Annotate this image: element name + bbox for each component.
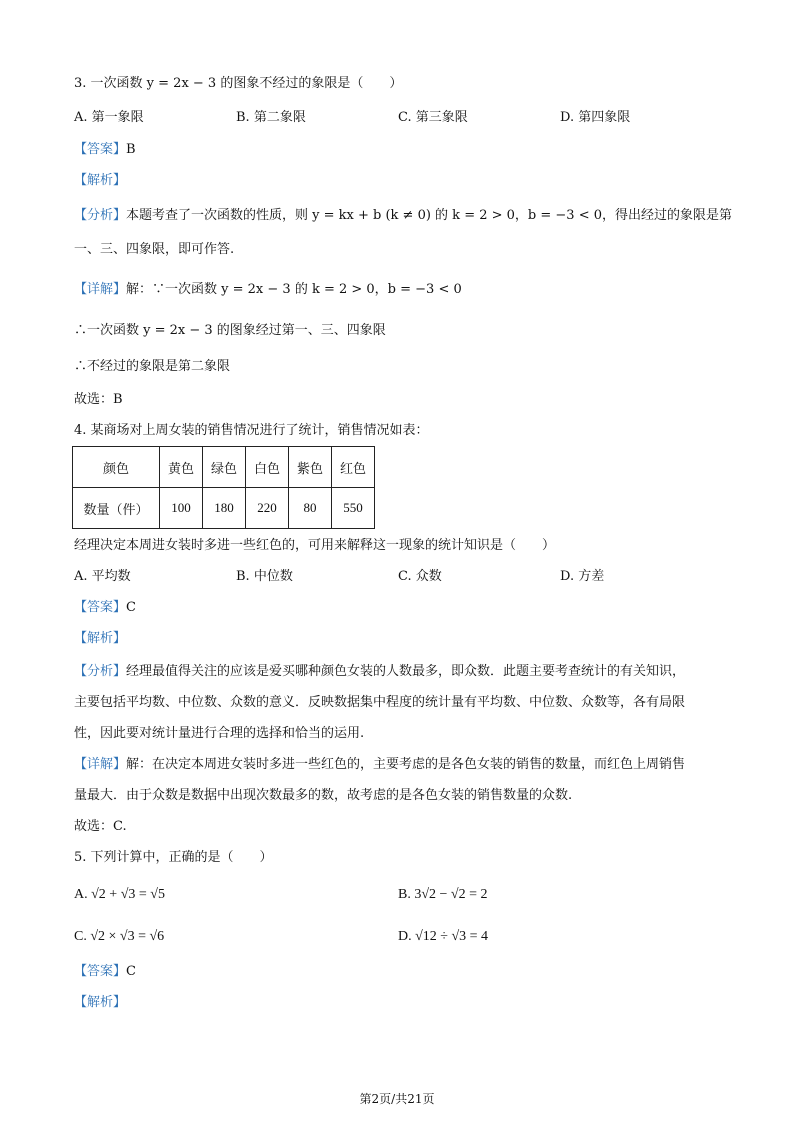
q4-fenxi-line-2: 主要包括平均数、中位数、众数的意义．反映数据集中程度的统计量有平均数、中位数、众数等，各有局限 <box>74 695 686 710</box>
q4-fenxi-line-3: 性，因此要对统计量进行合理的选择和恰当的运用. <box>74 726 365 741</box>
q5-analysis-tag: 【解析】 <box>74 995 127 1010</box>
table-cell: 550 <box>332 488 375 529</box>
q4-option-a: A. 平均数 <box>74 569 131 584</box>
q3-choice: 故选：B <box>74 392 123 407</box>
q3-stem: 3. 一次函数 y = 2x − 3 的图象不经过的象限是（ ） <box>74 76 403 91</box>
q4-option-b: B. 中位数 <box>236 569 293 584</box>
answer-tag: 【答案】 <box>74 964 127 979</box>
table-cell: 80 <box>289 488 332 529</box>
q3-option-b: B. 第二象限 <box>236 110 306 125</box>
answer-tag: 【答案】 <box>74 600 127 615</box>
fenxi-text: 本题考查了一次函数的性质，则 y = kx + b (k ≠ 0) 的 k = 2 > 0，b = −3 < 0，得出经过的象限是第 <box>126 208 732 223</box>
q3-step-2: ∴不经过的象限是第二象限 <box>74 359 231 374</box>
xiangjie-text: 解：∵一次函数 y = 2x − 3 的 k = 2 > 0，b = −3 < 0 <box>126 282 462 297</box>
q3-fenxi-line-1 <box>74 206 732 226</box>
xiangjie-tag: 【详解】 <box>74 757 127 772</box>
xiangjie-tag: 【详解】 <box>74 282 127 297</box>
q5-stem: 5. 下列计算中，正确的是（ ） <box>74 850 273 865</box>
q4-xiangjie-line-1 <box>74 755 685 775</box>
table-cell: 数量（件） <box>73 488 160 529</box>
q4-stem: 4. 某商场对上周女装的销售情况进行了统计，销售情况如表： <box>74 423 429 438</box>
table-header-row <box>73 447 375 488</box>
table-cell: 白色 <box>246 447 289 488</box>
q3-option-d: D. 第四象限 <box>560 110 631 125</box>
table-cell: 绿色 <box>203 447 246 488</box>
q4-xiangjie-line-2: 量最大．由于众数是数据中出现次数最多的数，故考虑的是各色女装的销售数量的众数. <box>74 788 573 803</box>
q5-option-c: C. √2 × √3 = √6 <box>74 929 165 944</box>
fenxi-text: 经理最值得关注的应该是爱买哪种颜色女装的人数最多，即众数．此题主要考查统计的有关知识， <box>126 664 686 679</box>
q4-option-c: C. 众数 <box>398 569 442 584</box>
table-cell: 颜色 <box>73 447 160 488</box>
q4-choice: 故选：C. <box>74 819 127 834</box>
table-row <box>73 488 375 529</box>
q3-step-1: ∴一次函数 y = 2x − 3 的图象经过第一、三、四象限 <box>74 323 386 338</box>
answer-tag: 【答案】 <box>74 142 127 157</box>
table-cell: 220 <box>246 488 289 529</box>
answer-value: B <box>126 142 136 157</box>
table-cell: 红色 <box>332 447 375 488</box>
q4-answer <box>74 598 136 618</box>
q3-answer <box>74 140 136 160</box>
fenxi-tag: 【分析】 <box>74 208 127 223</box>
q5-option-b: B. 3√2 − √2 = 2 <box>398 887 488 902</box>
q5-answer <box>74 962 136 982</box>
q4-analysis-tag: 【解析】 <box>74 631 127 646</box>
q4-question: 经理决定本周进女装时多进一些红色的，可用来解释这一现象的统计知识是（ ） <box>74 538 556 553</box>
q3-option-a: A. 第一象限 <box>74 110 144 125</box>
table-cell: 100 <box>160 488 203 529</box>
table-cell: 黄色 <box>160 447 203 488</box>
q3-option-c: C. 第三象限 <box>398 110 468 125</box>
answer-value: C <box>126 964 136 979</box>
q3-analysis-tag: 【解析】 <box>74 173 127 188</box>
table-cell: 180 <box>203 488 246 529</box>
xiangjie-text: 解：在决定本周进女装时多进一些红色的，主要考虑的是各色女装的销售的数量，而红色上周销售 <box>126 757 686 772</box>
q3-fenxi-line-2: 一、三、四象限，即可作答. <box>74 242 235 257</box>
table-cell: 紫色 <box>289 447 332 488</box>
page-footer: 第2页/共21页 <box>359 1092 435 1106</box>
q5-option-a: A. √2 + √3 = √5 <box>74 887 165 902</box>
q3-xiangjie <box>74 280 462 300</box>
answer-value: C <box>126 600 136 615</box>
q4-fenxi-line-1 <box>74 662 685 682</box>
q5-option-d: D. √12 ÷ √3 = 4 <box>398 929 489 944</box>
q4-option-d: D. 方差 <box>560 569 605 584</box>
sales-table <box>72 446 375 529</box>
fenxi-tag: 【分析】 <box>74 664 127 679</box>
